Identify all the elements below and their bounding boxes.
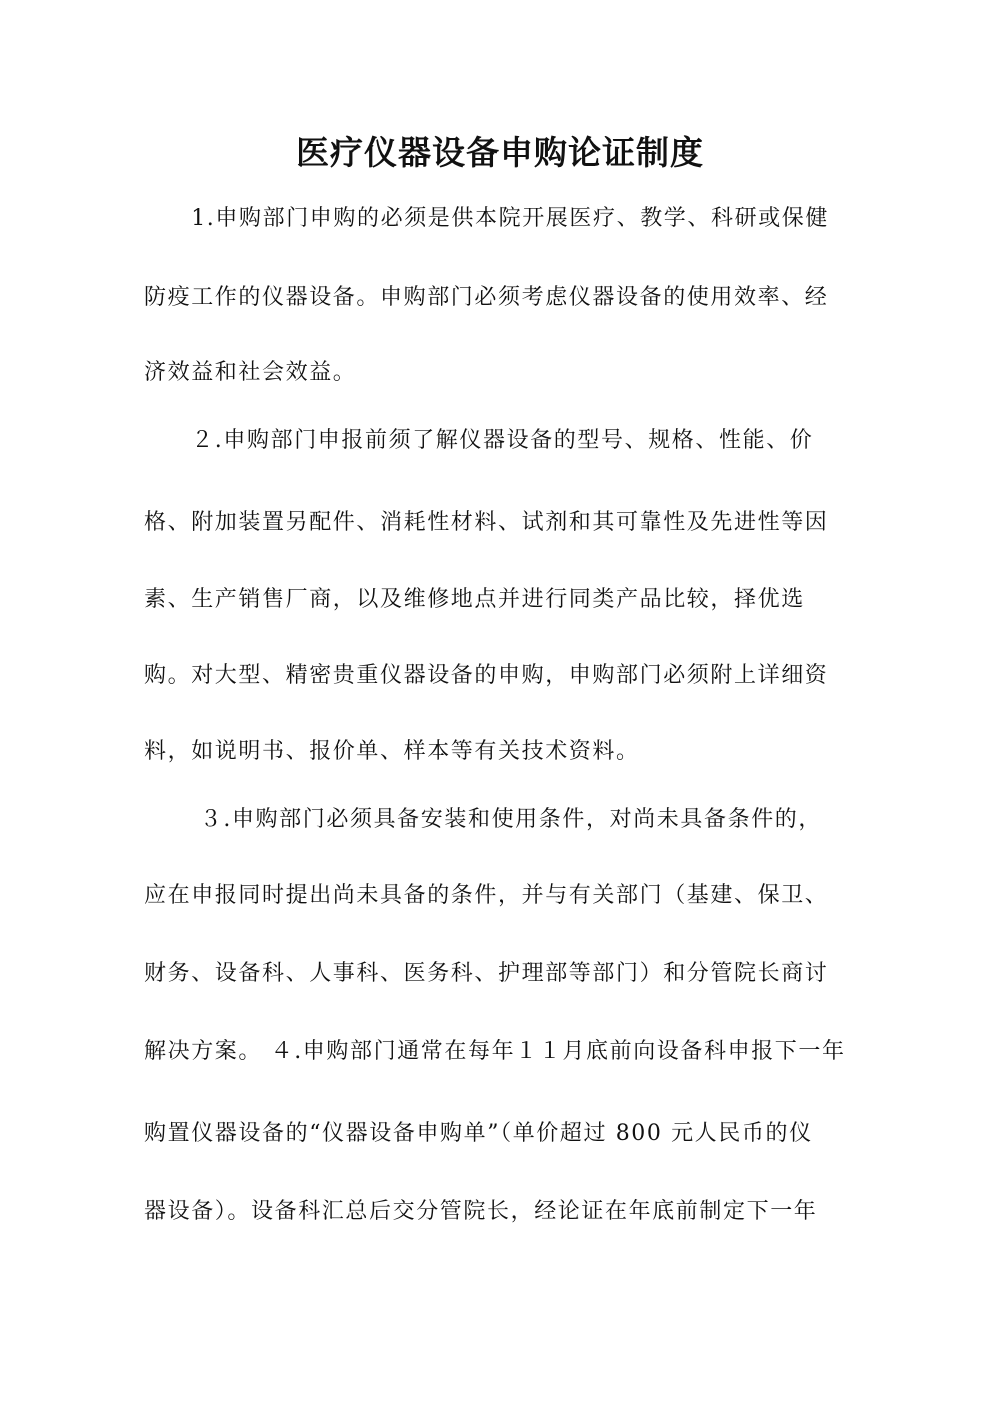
text-line-3: 济效益和社会效益。: [144, 360, 357, 385]
text-line-12: 解决方案。 ４.申购部门通常在每年１１月底前向设备科申报下一年: [144, 1039, 846, 1064]
text-line-13: 购置仪器设备的“仪器设备申购单”（单价超过 800 元人民币的仪: [144, 1121, 813, 1146]
text-line-14: 器设备）。设备科汇总后交分管院长，经论证在年底前制定下一年: [144, 1199, 818, 1224]
document-title: 医疗仪器设备申购论证制度: [296, 133, 704, 172]
text-line-9: ３.申购部门必须具备安装和使用条件，对尚未具备条件的，: [144, 807, 822, 832]
text-line-6: 素、生产销售厂商，以及维修地点并进行同类产品比较，择优选: [144, 587, 805, 612]
text-line-1: 1.申购部门申购的必须是供本院开展医疗、教学、科研或保健: [144, 206, 829, 231]
text-line-5: 格、附加装置另配件、消耗性材料、试剂和其可靠性及先进性等因: [144, 510, 829, 535]
text-line-8: 料，如说明书、报价单、样本等有关技术资料。: [144, 739, 640, 764]
text-line-11: 财务、设备科、人事科、医务科、护理部等部门）和分管院长商讨: [144, 961, 829, 986]
text-line-7: 购。对大型、精密贵重仪器设备的申购，申购部门必须附上详细资: [144, 663, 829, 688]
text-line-2: 防疫工作的仪器设备。申购部门必须考虑仪器设备的使用效率、经: [144, 285, 829, 310]
text-line-10: 应在申报同时提出尚未具备的条件，并与有关部门（基建、保卫、: [144, 883, 829, 908]
text-line-4: ２.申购部门申报前须了解仪器设备的型号、规格、性能、价: [144, 428, 814, 453]
